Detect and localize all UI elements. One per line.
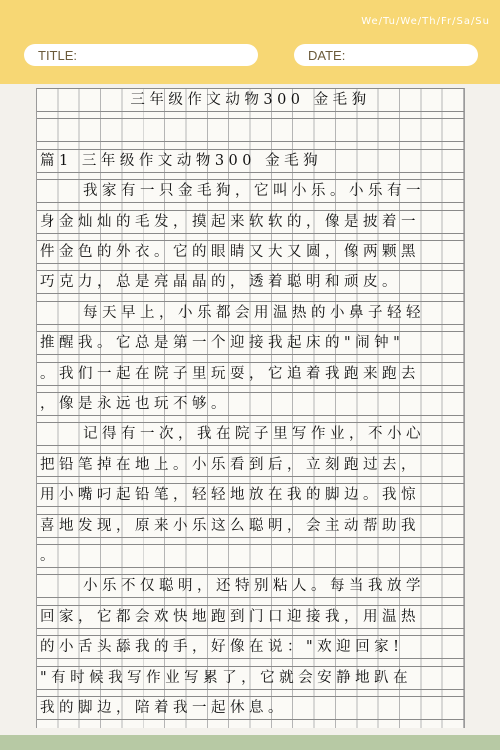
line-text: 喜地发现，原来小乐这么聪明，会主动帮助我 [40, 517, 420, 534]
line-text: 身金灿灿的毛发，摸起来软软的，像是披着一 [40, 213, 420, 230]
line-text: 巧克力，总是亮晶晶的，透着聪明和顽皮。 [40, 274, 401, 291]
line-text: 我的脚边，陪着我一起休息。 [40, 700, 287, 716]
line-text: 推醒我。它总是第一个迎接我起床的"闹钟" [40, 335, 405, 352]
title-field [24, 44, 258, 66]
text-line [37, 392, 464, 416]
text-line [37, 666, 464, 690]
text-line [37, 514, 464, 538]
text-line [37, 362, 464, 386]
line-text: 每天早上，小乐都会用温热的小鼻子轻轻 [83, 304, 425, 321]
line-text: 记得有一次，我在院子里写作业，不小心 [83, 426, 425, 443]
grid-paper [36, 88, 465, 728]
line-text: 回家，它都会欢快地跑到门口迎接我，用温热 [40, 608, 420, 625]
line-text: 我家有一只金毛狗，它叫小乐。小乐有一 [83, 183, 425, 200]
line-text: 篇1 三年级作文动物300 金毛狗 [40, 152, 323, 169]
text-line [37, 118, 464, 142]
text-line [37, 240, 464, 264]
title-label: TITLE: [38, 47, 78, 63]
text-line [37, 483, 464, 507]
text-line [37, 301, 464, 325]
text-line [37, 149, 464, 173]
text-line [37, 331, 464, 355]
bottom-band [0, 735, 500, 750]
line-text: "有时候我写作业写累了，它就会安静地趴在 [40, 669, 413, 686]
text-line [37, 179, 464, 203]
text-line [37, 696, 464, 720]
text-line [37, 605, 464, 629]
text-line [37, 270, 464, 294]
text-line [37, 635, 464, 659]
date-field [294, 44, 478, 66]
text-line [37, 422, 464, 446]
line-text: 。 [40, 548, 59, 564]
date-label: DATE: [308, 47, 346, 63]
line-text: 小乐不仅聪明，还特别粘人。每当我放学 [83, 578, 425, 595]
line-text: ，像是永远也玩不够。 [40, 396, 230, 412]
text-line [37, 453, 464, 477]
line-text: 用小嘴叼起铅笔，轻轻地放在我的脚边。我惊 [40, 487, 420, 504]
line-text: 件金色的外衣。它的眼睛又大又圆，像两颗黑 [40, 244, 420, 260]
text-line [37, 88, 464, 112]
text-line [37, 210, 464, 234]
line-text: 的小舌头舔我的手，好像在说："欢迎回家! [40, 639, 404, 656]
text-line [37, 574, 464, 598]
weekday-selector: We/Tu/We/Th/Fr/Sa/Su [361, 16, 490, 27]
text-line [37, 544, 464, 568]
line-text: 把铅笔掉在地上。小乐看到后，立刻跑过去， [40, 456, 420, 473]
header-band [0, 0, 500, 84]
line-text: 。我们一起在院子里玩耍，它追着我跑来跑去 [40, 365, 420, 382]
line-text: 三年级作文动物300 金毛狗 [130, 92, 371, 108]
